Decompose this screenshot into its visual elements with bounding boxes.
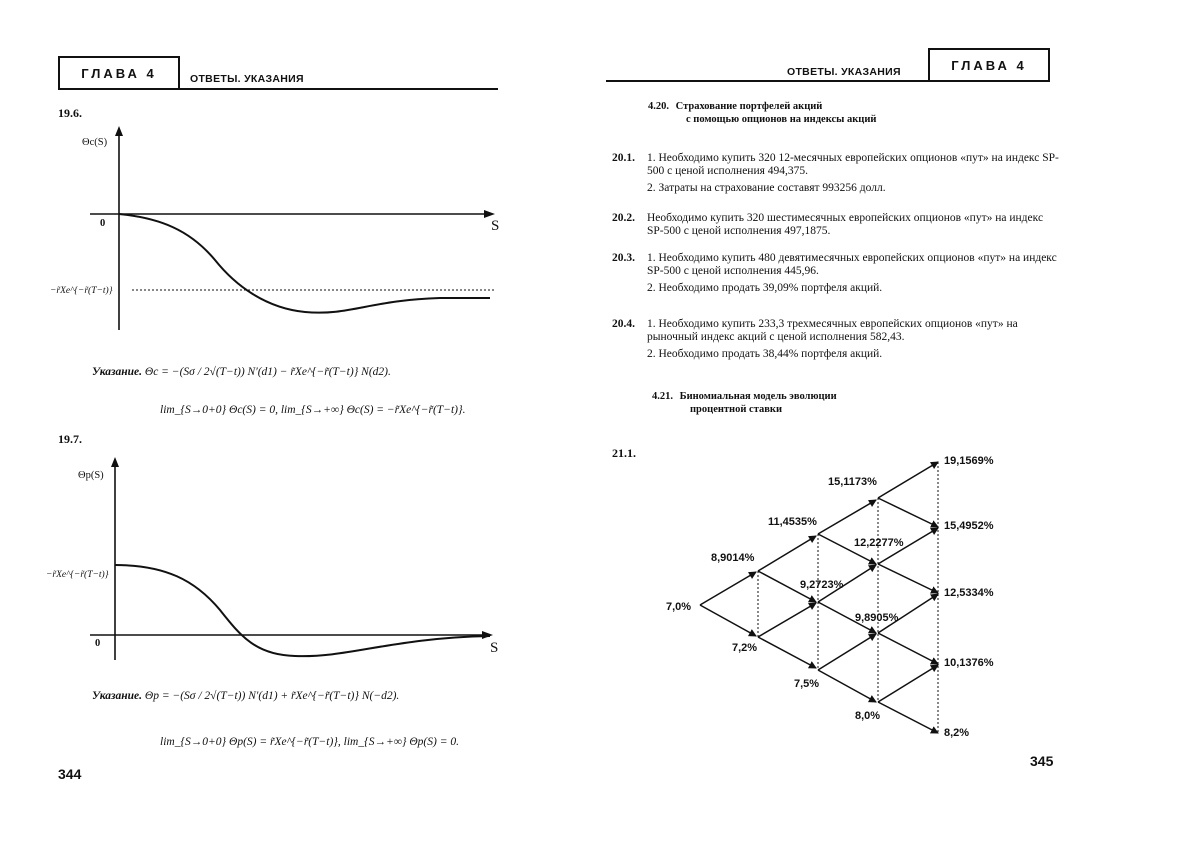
section-title-line-1: Биномиальная модель эволюции bbox=[679, 391, 837, 402]
tree-node-4-0: 19,1569% bbox=[944, 455, 994, 467]
section-title-line-1: Страхование портфелей акций bbox=[675, 101, 823, 112]
chapter-box-left bbox=[58, 56, 180, 90]
problem-number-19-6: 19.6. bbox=[58, 106, 82, 120]
header-rule-left bbox=[58, 88, 498, 90]
limits-19-6: lim_{S→0+0} Θc(S) = 0, lim_{S→+∞} Θc(S) = −r̃Xe^{−r̃(T−t)}. bbox=[160, 404, 466, 416]
problem-number-19-7: 19.7. bbox=[58, 432, 82, 446]
answer-20-4 bbox=[612, 318, 1062, 362]
zero-label-19-6: 0 bbox=[100, 218, 106, 229]
x-axis-label-19-6: S bbox=[491, 218, 500, 234]
tree-node-1-1: 7,2% bbox=[732, 642, 758, 654]
running-header-left: ОТВЕТЫ. УКАЗАНИЯ bbox=[190, 73, 304, 85]
section-number: 4.20. bbox=[648, 101, 669, 112]
zero-label-19-7: 0 bbox=[95, 638, 101, 649]
tree-node-2-0: 11,4535% bbox=[768, 516, 817, 528]
section-title-line-2: с помощью опционов на индексы акций bbox=[686, 114, 877, 125]
page-number-left: 344 bbox=[58, 766, 82, 782]
tree-node-3-3: 8,0% bbox=[855, 710, 881, 722]
asymptote-label-19-6: −r̃Xe^{−r̃(T−t)} bbox=[50, 286, 113, 296]
answer-number: 20.3. bbox=[612, 252, 635, 264]
hint-formula: Θp = −(Sσ / 2√(T−t)) N′(d1) + r̃Xe^{−r̃(T−t)} N(−d2). bbox=[144, 690, 400, 702]
section-4-20-heading bbox=[648, 100, 876, 126]
chapter-box-label: ГЛАВА 4 bbox=[951, 57, 1027, 73]
x-axis-label-19-7: S bbox=[490, 640, 499, 656]
section-4-21-heading bbox=[652, 390, 837, 416]
tree-node-3-0: 15,1173% bbox=[828, 476, 877, 488]
answer-line: 2. Затраты на страхование составят 993256 долл. bbox=[647, 182, 886, 194]
answer-line: 1. Необходимо купить 320 12-месячных европейских опционов «пут» на индекс SP-500 с ценой исполнения 494,375. bbox=[647, 152, 1059, 177]
hint-label: Указание. bbox=[92, 690, 143, 702]
theta-call-chart bbox=[40, 120, 500, 340]
answer-20-3 bbox=[612, 252, 1062, 296]
page-number-right: 345 bbox=[1030, 753, 1054, 769]
tree-node-4-1: 15,4952% bbox=[944, 520, 994, 532]
tree-node-2-1: 9,2723% bbox=[800, 579, 844, 591]
answer-number: 20.2. bbox=[612, 212, 635, 224]
answer-20-2 bbox=[612, 212, 1062, 242]
hint-label: Указание. bbox=[92, 366, 143, 378]
answer-number: 20.1. bbox=[612, 152, 635, 164]
tree-node-3-2: 9,8905% bbox=[855, 612, 899, 624]
limits-19-7: lim_{S→0+0} Θp(S) = r̃Xe^{−r̃(T−t)}, lim_{S→+∞} Θp(S) = 0. bbox=[160, 736, 459, 748]
y-axis-label-19-6: Θc(S) bbox=[82, 137, 108, 148]
problem-number-21-1: 21.1. bbox=[612, 446, 636, 460]
tree-node-1-0: 8,9014% bbox=[711, 552, 755, 564]
header-rule-right bbox=[606, 80, 1046, 82]
tree-node-4-3: 10,1376% bbox=[944, 657, 994, 669]
theta-put-chart bbox=[40, 455, 500, 670]
hint-formula: Θc = −(Sσ / 2√(T−t)) N′(d1) − r̃Xe^{−r̃(T−t)} N(d2). bbox=[144, 366, 391, 378]
chapter-box-right bbox=[928, 48, 1050, 82]
tree-node-3-1: 12,2277% bbox=[854, 537, 904, 549]
answer-line: Необходимо купить 320 шестимесячных европейских опционов «пут» на индекс SP-500 с ценой исполнения 497,1875. bbox=[647, 212, 1044, 237]
answer-line: 1. Необходимо купить 233,3 трехмесячных европейских опционов «пут» на рыночный индекс акций с ценой исполнения 582,43. bbox=[647, 318, 1018, 343]
tree-node-4-2: 12,5334% bbox=[944, 587, 994, 599]
hint-19-7 bbox=[92, 690, 492, 702]
section-title-line-2: процентной ставки bbox=[690, 404, 782, 415]
answer-line: 1. Необходимо купить 480 девятимесячных европейских опционов «пут» на индекс SP-500 с ценой исполнения 445,96. bbox=[647, 252, 1057, 277]
chapter-box-label: ГЛАВА 4 bbox=[81, 65, 157, 81]
answer-line: 2. Необходимо продать 39,09% портфеля акций. bbox=[647, 282, 883, 294]
hint-19-6 bbox=[92, 366, 492, 378]
y-axis-label-19-7: Θp(S) bbox=[78, 470, 104, 481]
answer-number: 20.4. bbox=[612, 318, 635, 330]
running-header-right: ОТВЕТЫ. УКАЗАНИЯ bbox=[787, 66, 901, 78]
start-label-19-7: −r̃Xe^{−r̃(T−t)} bbox=[46, 570, 109, 580]
answer-20-1 bbox=[612, 152, 1062, 196]
tree-node-2-2: 7,5% bbox=[794, 678, 820, 690]
tree-node-4-4: 8,2% bbox=[944, 727, 970, 739]
section-number: 4.21. bbox=[652, 391, 673, 402]
tree-node-0-0: 7,0% bbox=[666, 601, 692, 613]
answer-line: 2. Необходимо продать 38,44% портфеля акций. bbox=[647, 348, 883, 360]
